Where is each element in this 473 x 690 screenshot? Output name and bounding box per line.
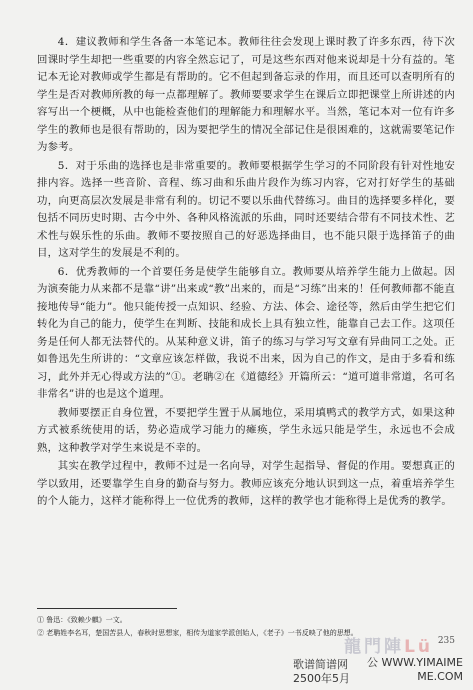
footnote-1: ① 鲁迅：《致赖少麒》一文。 xyxy=(37,616,127,624)
page-number: 235 xyxy=(437,636,455,646)
paragraph-teacher-guide: 其实在教学过程中，教师不过是一名向导，对学生起指导、督促的作用。要想真正的学以致用，还要靠学生自身的勤奋与努力。教师应该充分地认识到这一点，着重培养学生的个人能力，这样才能称得上一位优秀的教师，这样的教学也才能称得上是优秀的教学。 xyxy=(37,460,455,507)
watermark-logo: 龍門陣Lü xyxy=(344,637,433,657)
watermark-text: 歌谱简谱网 xyxy=(293,658,348,671)
paragraph-5-repertoire: 5．对于乐曲的选择也是非常重要的。教师要根据学生学习的不同阶段有针对性地安排内容。选择一些音阶、音程、练习曲和乐曲片段作为练习内容，它对打好学生的基础功，向更高层次发展是非常有利的。切记不要以乐曲代替练习。曲目的选择要多样化，要包括不同历史时期、古今中外、各种风格流派的乐曲，同时还要结合带有不同技术性、艺术性与娱乐性的乐曲。教师不要按照自己的好恶选择曲目，也不能只限于选择笛子的曲目，这对学生的发展是不利的。 xyxy=(37,159,455,259)
site-watermark xyxy=(293,630,463,686)
paragraph-6-independence: 6．优秀教师的一个首要任务是使学生能够自立。教师要从培养学生能力上做起。因为演奏能力从来都不是靠“讲”出来或“教”出来的，而是“习练”出来的！任何教师都不能直接地传导“能力”。他只能传授一点知识、经验、方法、体会、途径等，然后由学生把它们转化为自己的能力，使学生在判断、技能和成长上具有独立性，能靠自己去工作。这项任务是任何人都无法替代的。从某种意义讲，笛子的练习与学习写文章有异曲同工之处。正如鲁迅先生所讲的：“文章应该怎样做，我说不出来，因为自己的作文，是由于多看和练习，此外并无心得或方法的”①。老聃②在《道德经》开篇所云：“道可道非常道，名可名非常名”讲的也是这个道理。 xyxy=(37,265,455,400)
body-text xyxy=(37,34,455,511)
footnote-divider xyxy=(37,608,177,609)
watermark-domain: ME.COM xyxy=(417,670,463,683)
footnote-2: ② 老聃姓李名耳，楚国苦县人，春秋时思想家，相传为道家学派创始人，《老子》一书反映了他的思想。 xyxy=(37,629,358,637)
watermark-url: 公 WWW.YIMAIME xyxy=(366,656,463,669)
watermark-date: 2500年5月 xyxy=(293,672,350,685)
paragraph-teacher-position: 教师要摆正自身位置，不要把学生置于从属地位，采用填鸭式的教学方式，如果这种方式被系统使用的话，势必造成学习能力的瘫痪，学生永远只能是学生，永远也不会成熟，这种教学对学生来说是不幸的。 xyxy=(37,406,455,454)
paragraph-4-notebook: 4．建议教师和学生各备一本笔记本。教师往往会发现上课时教了许多东西，待下次回课时学生却把一些重要的内容全然忘记了，可是这些东西对他来说却是十分有益的。笔记本无论对教师或学生都是有帮助的。它不但起到备忘录的作用，而且还可以查明所有的学生是否对教师所教的每一点都理解了。教师要要求学生在课后立即把课堂上所讲述的内容写出一个梗概，从中也能检查他们的理解能力和理解水平。当然，笔记本对一位有许多学生的教师也是很有帮助的，因为要把学生的情况全部记住是很困难的，这就需要笔记作为参考。 xyxy=(37,36,455,153)
